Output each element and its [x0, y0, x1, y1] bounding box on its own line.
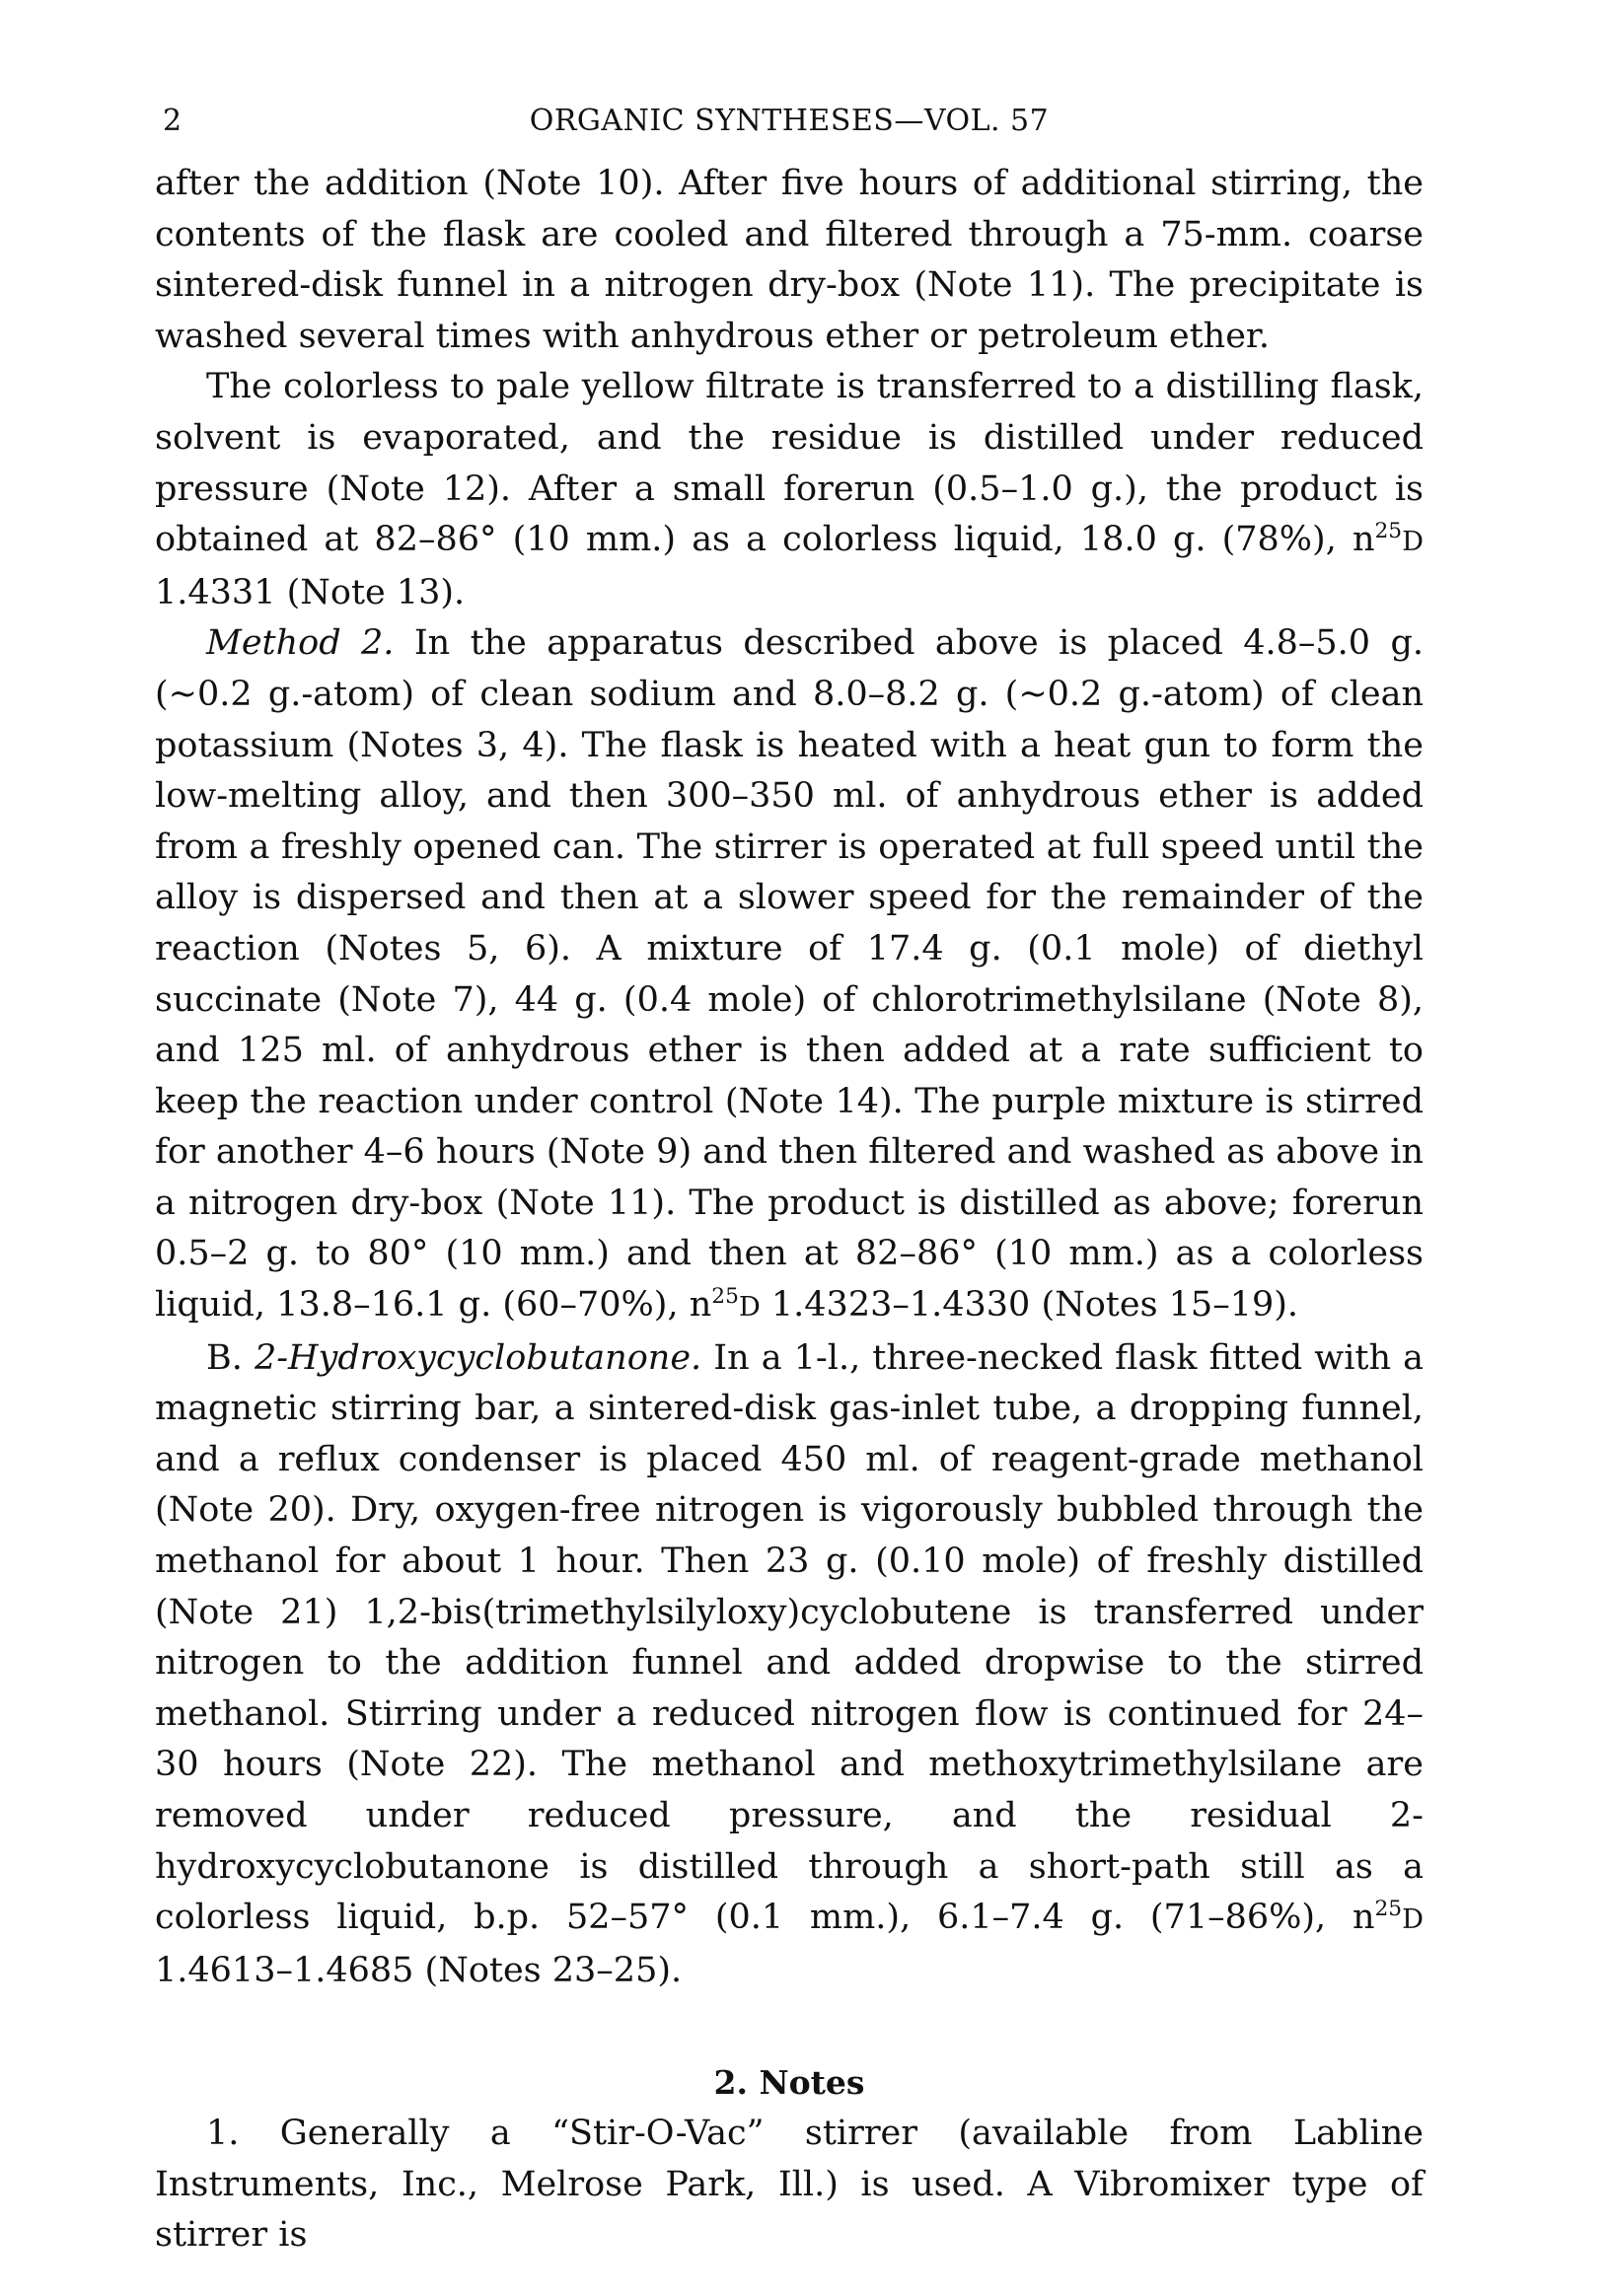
paragraph-filtrate: The colorless to pale yellow filtrate is transferred to a distilling flask, solvent is evaporated, and the residue is distilled under reduced pressure (Note 12). After a small forerun (0.5–1.0 g.), the product is obtained at 82–86° (10 mm.) as a colorless liquid, 18.0 g. (78%), $n^{25}D$ 1.4331 (Note 13).	[155, 367, 1424, 612]
paragraph-section-b: B. 2-Hydroxycyclobutanone. In a 1-l., three-necked flask fitted with a magnetic stirring bar, a sintered-disk gas-inlet tube, a dropping funnel, and a reflux condenser is placed 450 ml. of reagent-grade methanol (Note 20). Dry, oxygen-free nitrogen is vigorously bubbled through the methanol for about 1 hour. Then 23 g. (0.10 mole) of freshly distilled (Note 21) 1,2-bis(trimethylsilyloxy)cyclobutene is transferred under nitrogen to the addition funnel and added dropwise to the stirred methanol. Stirring under a reduced nitrogen flow is continued for 24–30 hours (Note 22). The methanol and methoxytrimethylsilane are removed under reduced pressure, and the residual 2-hydroxycyclobutanone is distilled through a short-path still as a colorless liquid, b.p. 52–57° (0.1 mm.), 6.1–7.4 g. (71–86%), $n^{25}D$ 1.4613–1.4685 (Notes 23–25).	[155, 1337, 1424, 1990]
section-title: 2-Hydroxycyclobutanone.	[242, 1337, 702, 1378]
section-letter: B.	[206, 1337, 243, 1378]
running-title: ORGANIC SYNTHESES—VOL. 57	[529, 104, 1050, 138]
paragraph-method-2: Method 2. In the apparatus described above is placed 4.8–5.0 g. (~0.2 g.-atom) of clean sodium and 8.0–8.2 g. (~0.2 g.-atom) of clean potassium (Notes 3, 4). The flask is heated with a heat gun to form the low-melting alloy, and then 300–350 ml. of anhydrous ether is added from a freshly opened can. The stirrer is operated at full speed until the alloy is dispersed and then at a slower speed for the remainder of the reaction (Notes 5, 6). A mixture of 17.4 g. (0.1 mole) of diethyl succinate (Note 7), 44 g. (0.4 mole) of chlorotrimethylsilane (Note 8), and 125 ml. of anhydrous ether is then added at a rate sufficient to keep the reaction under control (Note 14). The purple mixture is stirred for another 4–6 hours (Note 9) and then filtered and washed as above in a nitrogen dry-box (Note 11). The product is distilled as above; forerun 0.5–2 g. to 80° (10 mm.) and then at 82–86° (10 mm.) as a colorless liquid, 13.8–16.1 g. (60–70%), $n^{25}D$ 1.4323–1.4330 (Notes 15–19).	[155, 623, 1424, 1326]
body-text	[155, 159, 1424, 2261]
page-header	[155, 104, 1424, 159]
page-number: 2	[163, 104, 183, 138]
notes-heading: 2. Notes	[713, 2063, 865, 2103]
paragraph-continuation: after the addition (Note 10). After five hours of additional stirring, the contents of the flask are cooled and filtered through a 75-mm. coarse sintered-disk funnel in a nitrogen dry-box (Note 11). The precipitate is washed several times with anhydrous ether or petroleum ether.	[155, 164, 1424, 356]
note-1: 1. Generally a “Stir-O-Vac” stirrer (available from Labline Instruments, Inc., Melrose Park, Ill.) is used. A Vibromixer type of stirrer is	[155, 2113, 1424, 2256]
method-label: Method 2.	[206, 623, 395, 664]
document-page	[155, 104, 1424, 2273]
